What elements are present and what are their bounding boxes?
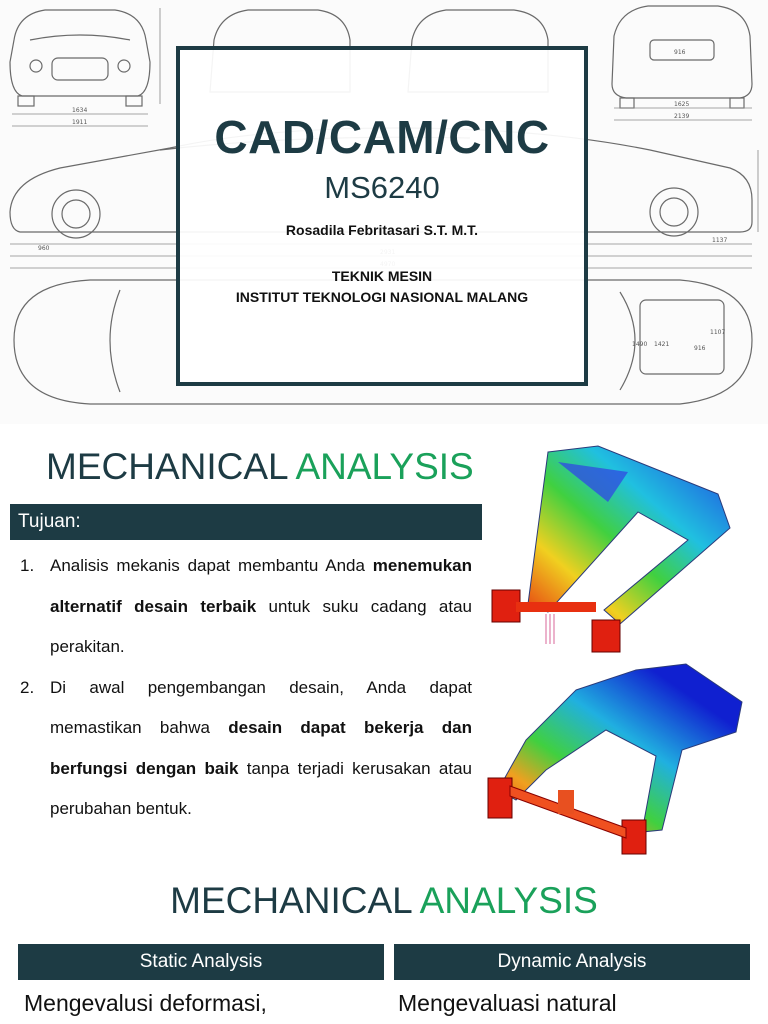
list-item — [14, 668, 472, 830]
dim-label: 1911 — [72, 119, 88, 126]
point-bold-text: desain dapat bekerja dan berfungsi dengan baik — [50, 718, 472, 778]
dim-label: 1634 — [72, 107, 88, 114]
point-bold-text: menemukan alternatif desain terbaik — [50, 556, 472, 616]
course-code: MS6240 — [324, 170, 440, 205]
dim-label: 1625 — [674, 101, 690, 108]
objective-list — [14, 546, 472, 830]
slide-heading — [0, 880, 768, 922]
title-box — [176, 46, 588, 386]
institution: INSTITUT TEKNOLOGI NASIONAL MALANG — [235, 289, 529, 305]
list-number: 2. — [20, 677, 35, 697]
heading-accent: ANALYSIS — [295, 446, 474, 487]
slide-title: CAD/CAM/CNC — [214, 111, 550, 163]
title-slide — [0, 0, 768, 424]
list-item — [14, 546, 472, 668]
affiliation — [180, 266, 584, 308]
point-text: tanpa terjadi kerusakan atau perubahan bentuk. — [50, 758, 472, 818]
list-number: 1. — [20, 556, 35, 575]
heading-accent: ANALYSIS — [419, 880, 598, 921]
dim-label: 1137 — [712, 237, 728, 244]
static-analysis-label: Static Analysis — [18, 944, 384, 980]
static-analysis-text: Mengevalusi deformasi, — [24, 990, 267, 1016]
dim-label: 916 — [674, 49, 686, 56]
dim-label: 916 — [694, 345, 706, 352]
dim-label: 1490 — [632, 341, 648, 348]
fea-stress-image-1 — [488, 442, 744, 664]
dim-label: 2139 — [674, 113, 690, 120]
mechanical-analysis-slide — [0, 428, 768, 856]
slide-heading — [46, 446, 474, 488]
section-label-bar: Tujuan: — [10, 504, 482, 540]
dynamic-analysis-label: Dynamic Analysis — [394, 944, 750, 980]
point-text: Analisis mekanis dapat membantu Anda — [50, 556, 373, 575]
analysis-types-slide — [0, 860, 768, 1024]
author-name: Rosadila Febritasari S.T. M.T. — [285, 222, 479, 238]
dynamic-analysis-text: Mengevaluasi natural — [398, 990, 617, 1016]
heading-main: MECHANICAL — [170, 880, 412, 921]
point-text: untuk suku cadang atau perakitan. — [50, 596, 473, 656]
dim-label: 1421 — [654, 341, 670, 348]
dim-label: 1107 — [710, 329, 726, 336]
heading-main: MECHANICAL — [46, 446, 288, 487]
point-text: Di awal pengembangan desain, Anda dapat memastikan bahwa — [50, 677, 472, 737]
fea-stress-image-2 — [486, 660, 748, 856]
department: TEKNIK MESIN — [331, 268, 433, 284]
dim-label: 960 — [38, 245, 50, 252]
